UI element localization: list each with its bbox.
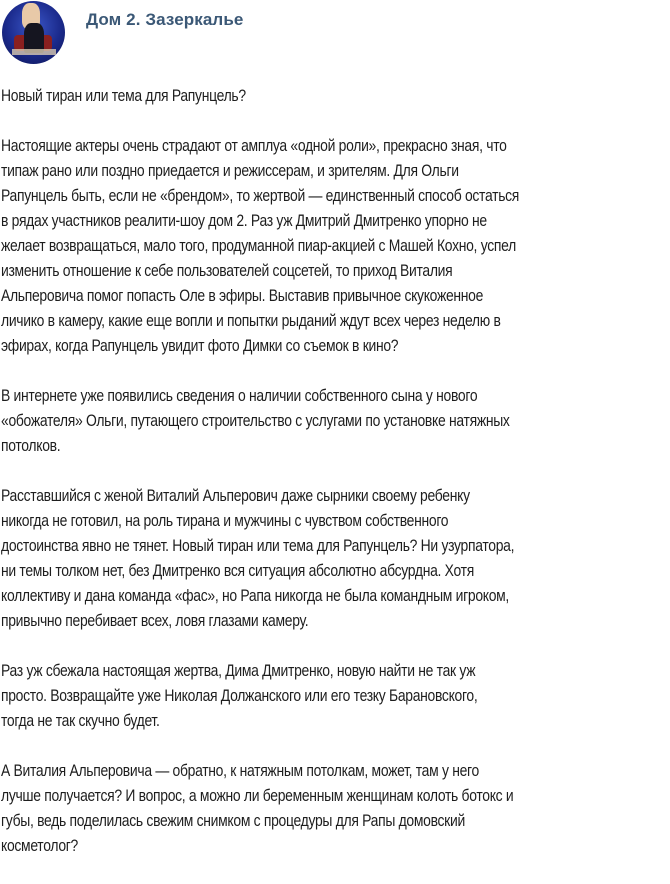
post-text-line: просто. Возвращайте уже Николая Должанского или его тезку Барановского, [1, 687, 478, 705]
post-text-line: косметолог? [1, 837, 78, 855]
post-text-line: изменить отношение к себе пользователей соцсетей, то приход Виталия [1, 262, 453, 280]
community-avatar[interactable] [2, 1, 65, 64]
post-text-line: в рядах участников реалити-шоу дом 2. Раз уж Дмитрий Дмитренко упорно не [1, 212, 487, 230]
post-text-line: потолков. [1, 437, 61, 455]
post-text-line: «обожателя» Ольги, путающего строительство с услугами по установке натяжных [1, 412, 510, 430]
post-body [1, 84, 669, 884]
post-text-line: привычно перебивает всех, ловя глазами камеру. [1, 612, 309, 630]
post-text-line: В интернете уже появились сведения о наличии собственного сына у нового [1, 387, 478, 405]
post-text-line: Рапунцель быть, если не «брендом», то жертвой — единственный способ остаться [1, 187, 520, 205]
post-text-line: ни темы толком нет, без Дмитренко вся ситуация абсолютно абсурдна. Хотя [1, 562, 474, 580]
post-text-line: коллективу и дана команда «фас», но Рапа никогда не была командным игроком, [1, 587, 510, 605]
post-text-line: эфирах, когда Рапунцель увидит фото Димки со съемок в кино? [1, 337, 399, 355]
post-paragraph [1, 484, 669, 634]
post-paragraph [1, 659, 669, 734]
community-name-link[interactable]: Дом 2. Зазеркалье [86, 10, 244, 29]
post-text-line: лучше получается? И вопрос, а можно ли беременным женщинам колоть ботокс и [1, 787, 514, 805]
post-text-line: достоинства явно не тянет. Новый тиран или тема для Рапунцель? Ни узурпатора, [1, 537, 515, 555]
post-text-line: Расставшийся с женой Виталий Альперович даже сырники своему ребенку [1, 487, 470, 505]
post-paragraph [1, 759, 669, 859]
post-text-line: личико в камеру, какие еще вопли и попытки рыданий ждут всех через неделю в [1, 312, 501, 330]
post-text-line: А Виталия Альперовича — обратно, к натяжным потолкам, может, там у него [1, 762, 479, 780]
post-paragraph [1, 134, 669, 359]
post-header [0, 0, 670, 66]
post-text-line: Новый тиран или тема для Рапунцель? [1, 87, 246, 105]
post-text-line: желает возвращаться, мало того, продуманной пиар-акцией с Машей Кохно, успел [1, 237, 516, 255]
post-text-line: никогда не готовил, на роль тирана и мужчины с чувством собственного [1, 512, 449, 530]
post-text-line: Настоящие актеры очень страдают от амплуа «одной роли», прекрасно зная, что [1, 137, 507, 155]
post-paragraph [1, 384, 669, 459]
post-text-line: Альперовича помог попасть Оле в эфиры. Выставив привычное скукоженное [1, 287, 484, 305]
post-text-line: губы, ведь поделилась свежим снимком с процедуры для Рапы домовский [1, 812, 465, 830]
post-text-line: Раз уж сбежала настоящая жертва, Дима Дмитренко, новую найти не так уж [1, 662, 476, 680]
avatar-caption [12, 49, 56, 55]
post-text-line: тогда не так скучно будет. [1, 712, 160, 730]
post-paragraph [1, 84, 669, 109]
post-text-line: типаж рано или поздно приедается и режиссерам, и зрителям. Для Ольги [1, 162, 459, 180]
